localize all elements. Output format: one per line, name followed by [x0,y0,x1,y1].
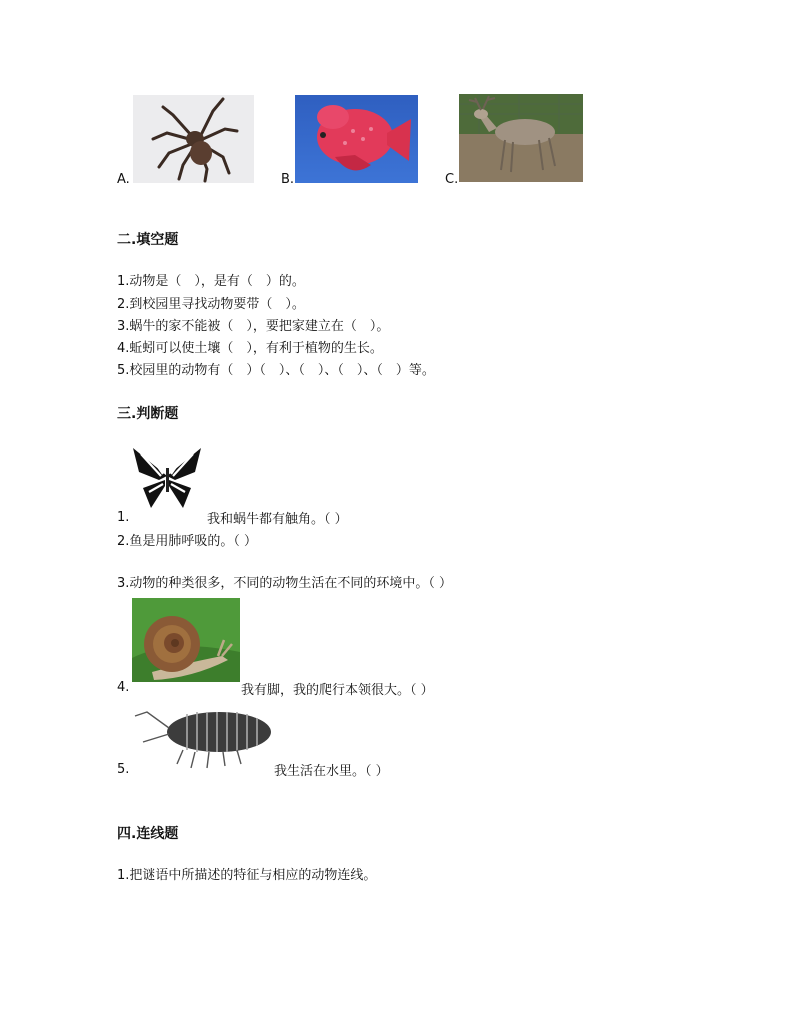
section3-item-1-text: 我和蜗牛都有触角。（ ） [207,512,348,527]
option-a-label: A. [117,172,130,187]
section2-item-4: 4.蚯蚓可以使土壤（ ），有利于植物的生长。 [117,341,383,356]
section2-item-5: 5.校园里的动物有（ ）（ ）、（ ）、（ ）、（ ）等。 [117,363,435,378]
section2-item-3: 3.蜗牛的家不能被（ ），要把家建立在（ ）。 [117,319,390,334]
section3-item-3: 3.动物的种类很多，不同的动物生活在不同的环境中。（ ） [117,576,453,591]
section2-item-2: 2.到校园里寻找动物要带（ ）。 [117,297,305,312]
section3-item-4-text: 我有脚，我的爬行本领很大。（ ） [241,683,434,698]
section4-title: 四.连线题 [117,826,179,842]
section3-item-4-num: 4. [117,680,130,695]
section3-item-1-num: 1. [117,510,130,525]
pillbug-photo-icon [133,706,273,774]
section3-item-5-num: 5. [117,762,130,777]
option-c-label: C. [445,172,459,187]
section3-item-2: 2.鱼是用肺呼吸的。（ ） [117,534,258,549]
section4-item-1: 1.把谜语中所描述的特征与相应的动物连线。 [117,868,377,883]
fish-photo-icon [295,95,418,183]
butterfly-photo-icon [129,446,206,512]
deer-photo-icon [459,94,583,182]
section2-item-1: 1.动物是（ ），是有（ ）的。 [117,274,305,289]
snail-photo-icon [132,598,240,682]
section2-title: 二.填空题 [117,232,179,248]
option-b-label: B. [281,172,295,187]
section3-title: 三.判断题 [117,406,179,422]
spider-photo-icon [133,95,254,183]
section3-item-5-text: 我生活在水里。（ ） [274,764,389,779]
